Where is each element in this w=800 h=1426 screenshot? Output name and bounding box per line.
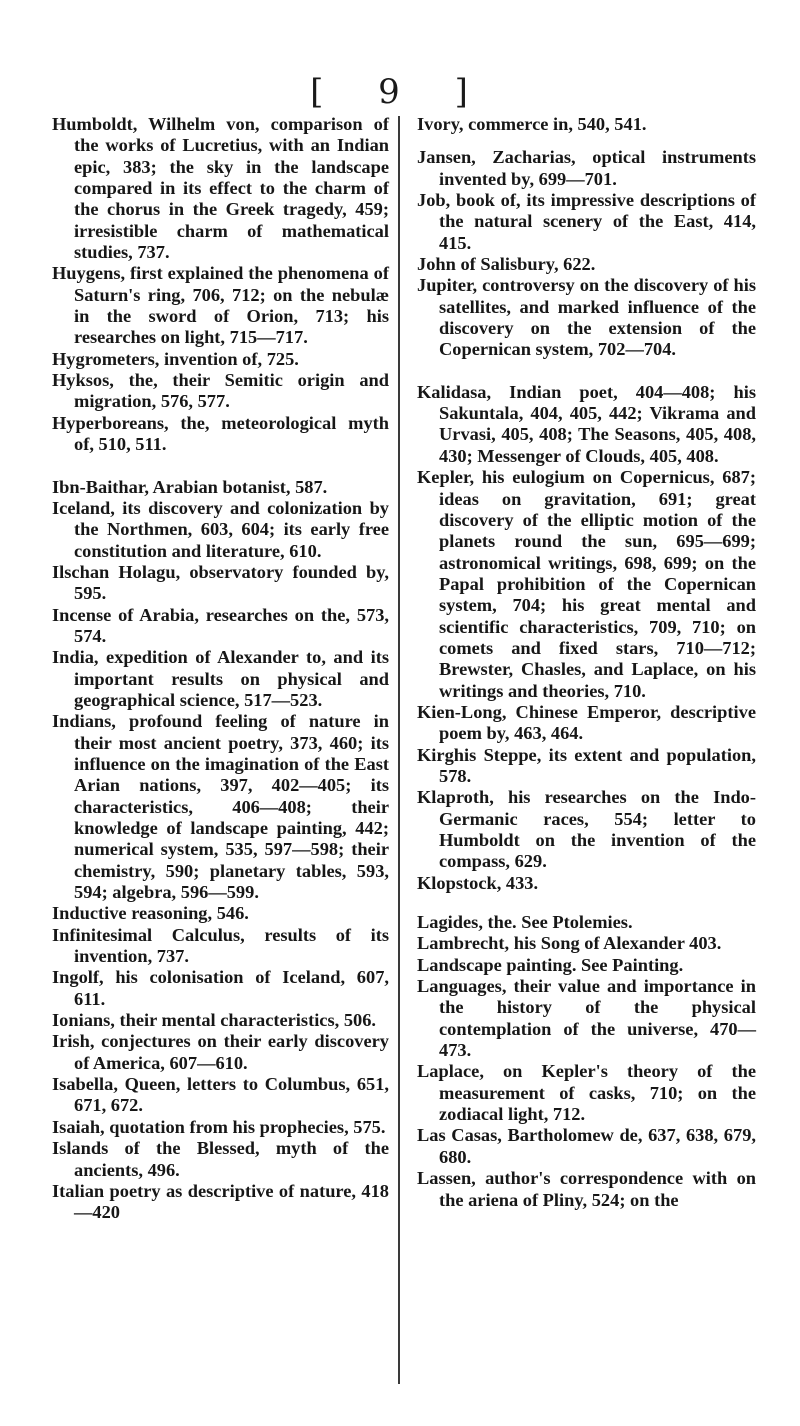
index-entry: Jupiter, controversy on the discovery of his satellites, and marked influence of the discovery on the extension of the Copernican system, 702—704. bbox=[417, 275, 756, 360]
index-entry: Hyperboreans, the, meteorological myth of, 510, 511. bbox=[52, 412, 389, 455]
index-entry: Kalidasa, Indian poet, 404—408; his Sakuntala, 404, 405, 442; Vikrama and Urvasi, 405, 408; The Seasons, 405, 408, 430; Messenger of Clouds, 405, 408. bbox=[417, 381, 756, 466]
index-entry: Laplace, on Kepler's theory of the measurement of casks, 710; on the zodiacal light, 712. bbox=[417, 1061, 756, 1125]
index-entry: Lambrecht, his Song of Alexander 403. bbox=[417, 933, 722, 954]
page-number-header: [ 9 ] bbox=[310, 72, 490, 112]
section-gap bbox=[417, 361, 756, 382]
index-entry: Ibn-Baithar, Arabian botanist, 587. bbox=[52, 476, 328, 497]
index-entry: Irish, conjectures on their early discovery of America, 607—610. bbox=[52, 1031, 389, 1073]
right-column bbox=[417, 114, 756, 1211]
index-entry: Hyksos, the, their Semitic origin and migration, 576, 577. bbox=[52, 370, 389, 412]
index-entry: Isabella, Queen, letters to Columbus, 651, 671, 672. bbox=[52, 1074, 389, 1116]
index-entry: Inductive reasoning, 546. bbox=[52, 903, 249, 924]
section-gap bbox=[52, 456, 389, 477]
left-column bbox=[52, 114, 389, 1224]
section-gap bbox=[417, 135, 756, 147]
index-entry: Lassen, author's correspondence with on the ariena of Pliny, 524; on the bbox=[417, 1168, 756, 1210]
index-entry: Kirghis Steppe, its extent and population, 578. bbox=[417, 744, 756, 786]
index-entry: Humboldt, Wilhelm von, comparison of the works of Lucretius, with an Indian epic, 383; the sky in the landscape compared in its effect to the charm of the chorus in the Greek tragedy, 459; irresistible charm of mathematical studies, 737. bbox=[52, 114, 389, 263]
index-entry: Lagides, the. See Ptolemies. bbox=[417, 912, 633, 933]
index-entry: Klaproth, his researches on the Indo-Germanic races, 554; letter to Humboldt on the invention of the compass, 629. bbox=[417, 787, 756, 872]
index-entry: Kien-Long, Chinese Emperor, descriptive poem by, 463, 464. bbox=[417, 701, 756, 744]
index-entry: Landscape painting. See Painting. bbox=[417, 954, 684, 975]
index-entry: Isaiah, quotation from his prophecies, 575. bbox=[52, 1116, 386, 1137]
column-divider bbox=[398, 116, 400, 1384]
index-entry: Ivory, commerce in, 540, 541. bbox=[417, 114, 647, 134]
index-entry: Ingolf, his colonisation of Iceland, 607, 611. bbox=[52, 967, 389, 1009]
index-entry: Iceland, its discovery and colonization by the Northmen, 603, 604; its early free constitution and literature, 610. bbox=[52, 497, 389, 561]
index-entry: Klopstock, 433. bbox=[417, 872, 539, 893]
index-entry: Infinitesimal Calculus, results of its invention, 737. bbox=[52, 924, 389, 967]
index-entry: India, expedition of Alexander to, and its important results on physical and geographical science, 517—523. bbox=[52, 647, 389, 710]
index-entry: Indians, profound feeling of nature in their most ancient poetry, 373, 460; its influence on the imagination of the East Arian nations, 397, 402—405; its characteristics, 406—408; their knowledge of landscape painting, 442; numerical system, 535, 597—598; their chemistry, 590; planetary tables, 593, 594; algebra, 596—599. bbox=[52, 711, 389, 903]
index-entry: John of Salisbury, 622. bbox=[417, 254, 596, 275]
index-entry: Incense of Arabia, researches on the, 573, 574. bbox=[52, 604, 389, 646]
index-entry: Ilschan Holagu, observatory founded by, 595. bbox=[52, 561, 389, 604]
index-entry: Hygrometers, invention of, 725. bbox=[52, 348, 299, 369]
index-entry: Las Casas, Bartholomew de, 637, 638, 679, 680. bbox=[417, 1125, 756, 1167]
index-entry: Jansen, Zacharias, optical instruments invented by, 699—701. bbox=[417, 147, 756, 189]
index-entry: Ionians, their mental characteristics, 506. bbox=[52, 1010, 377, 1031]
index-entry: Huygens, first explained the phenomena of Saturn's ring, 706, 712; on the nebulæ in the sword of Orion, 713; his researches on light, 715—717. bbox=[52, 263, 389, 348]
index-entry: Kepler, his eulogium on Copernicus, 687; ideas on gravitation, 691; great discovery of the elliptic motion of the planets round the sun, 695—699; astronomical writings, 698, 699; on the Papal prohibition of the Copernican system, 704; his great mental and scientific characteristics, 709, 710; on comets and fixed stars, 710—712; Brewster, Chasles, and Laplace, on his writings and theories, 710. bbox=[417, 467, 756, 701]
index-entry: Languages, their value and importance in the history of the physical contemplation of the universe, 470—473. bbox=[417, 976, 756, 1061]
index-entry: Italian poetry as descriptive of nature, 418—420 bbox=[52, 1180, 389, 1223]
index-entry: Islands of the Blessed, myth of the ancients, 496. bbox=[52, 1138, 389, 1180]
section-gap bbox=[417, 894, 756, 912]
index-entry: Job, book of, its impressive descriptions of the natural scenery of the East, 414, 415. bbox=[417, 190, 756, 253]
